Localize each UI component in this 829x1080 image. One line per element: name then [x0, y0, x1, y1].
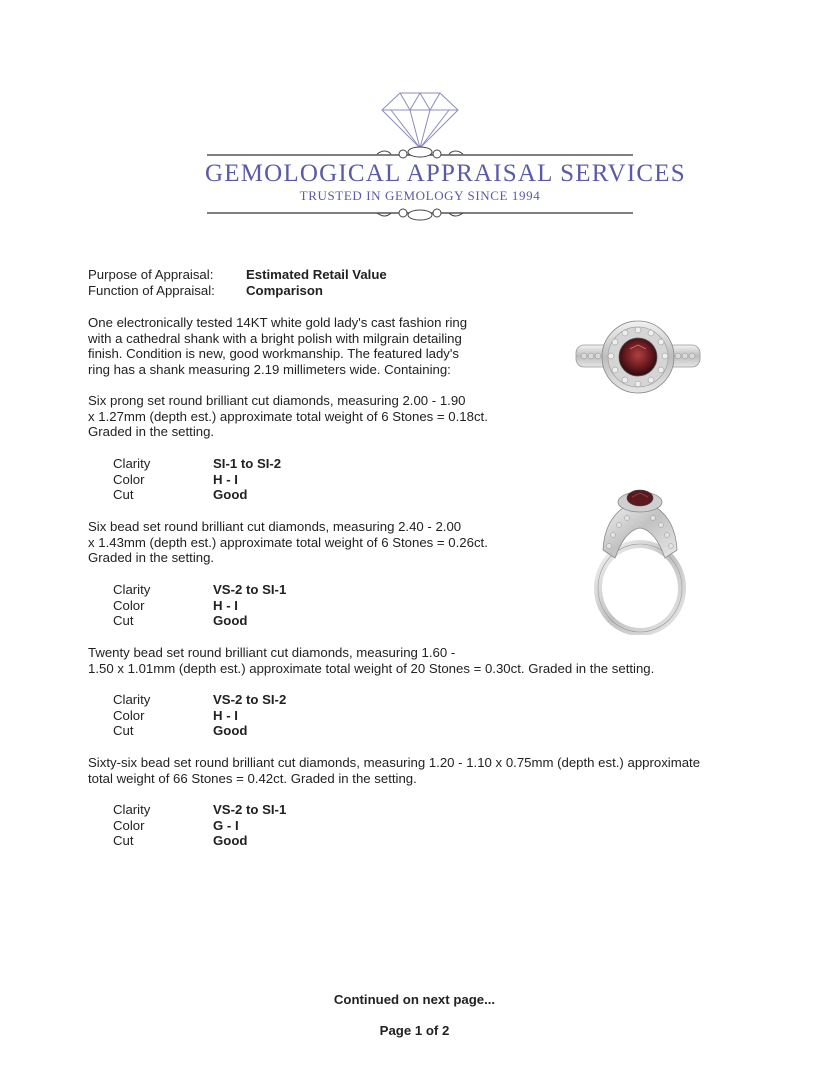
ring-side-view-photo [585, 480, 695, 635]
stone-line: Six prong set round brilliant cut diamonds, measuring 2.00 - 1.90 [88, 393, 466, 408]
stone-group-4-grading [113, 802, 286, 849]
function-label: Function of Appraisal: [88, 283, 215, 298]
purpose-label: Purpose of Appraisal: [88, 267, 214, 282]
color-label: Color [113, 471, 145, 487]
description-line: with a cathedral shank with a bright polish with milgrain detailing [88, 330, 462, 346]
cut-label: Cut [113, 487, 134, 503]
appraisal-purpose-block [88, 267, 387, 299]
color-value: G - I [213, 817, 239, 833]
stone-line: Sixty-six bead set round brilliant cut diamonds, measuring 1.20 - 1.10 x 0.75mm (depth est.) approximate [88, 755, 701, 770]
stone-group-3-description [88, 645, 654, 676]
stone-group-3-grading [113, 692, 286, 739]
company-logo [205, 88, 686, 223]
color-label: Color [113, 597, 145, 613]
stone-line: Twenty bead set round brilliant cut diamonds, measuring 1.60 - [88, 645, 456, 660]
stone-group-1-grading [113, 456, 281, 503]
clarity-value: SI-1 to SI-2 [213, 456, 282, 471]
stone-line: x 1.27mm (depth est.) approximate total weight of 6 Stones = 0.18ct. [88, 408, 488, 424]
clarity-label: Clarity [113, 692, 151, 707]
color-value: H - I [213, 471, 238, 487]
continued-note: Continued on next page... [333, 992, 496, 1007]
brand-tagline: TRUSTED IN GEMOLOGY SINCE 1994 [299, 188, 541, 203]
cut-label: Cut [113, 613, 134, 629]
cut-value: Good [213, 833, 248, 849]
stone-group-2-description [88, 519, 488, 566]
clarity-value: VS-2 to SI-2 [213, 692, 287, 707]
page-number: Page 1 of 2 [379, 1023, 450, 1038]
clarity-label: Clarity [113, 802, 151, 817]
stone-line: x 1.43mm (depth est.) approximate total weight of 6 Stones = 0.26ct. [88, 534, 488, 550]
stone-group-1-description [88, 393, 488, 440]
cut-value: Good [213, 723, 248, 739]
brand-name: GEMOLOGICAL APPRAISAL SERVICES [205, 160, 686, 187]
color-label: Color [113, 707, 145, 723]
clarity-value: VS-2 to SI-1 [213, 802, 287, 817]
stone-line: Six bead set round brilliant cut diamonds, measuring 2.40 - 2.00 [88, 519, 462, 534]
cut-label: Cut [113, 833, 134, 849]
stone-line: Graded in the setting. [88, 550, 215, 566]
description-line: One electronically tested 14KT white gold lady's cast fashion ring [88, 315, 468, 330]
function-value: Comparison [246, 283, 323, 298]
description-line: ring has a shank measuring 2.19 millimeters wide. Containing: [88, 361, 451, 377]
stone-line: Graded in the setting. [88, 424, 215, 440]
ring-top-view-photo [568, 315, 708, 405]
ring-description [88, 315, 467, 377]
cut-label: Cut [113, 723, 134, 739]
clarity-value: VS-2 to SI-1 [213, 582, 287, 597]
cut-value: Good [213, 613, 248, 629]
stone-line: total weight of 66 Stones = 0.42ct. Graded in the setting. [88, 770, 417, 786]
stone-group-2-grading [113, 582, 286, 629]
cut-value: Good [213, 487, 248, 503]
stone-group-4-description [88, 755, 700, 786]
color-label: Color [113, 817, 145, 833]
color-value: H - I [213, 597, 238, 613]
color-value: H - I [213, 707, 238, 723]
clarity-label: Clarity [113, 582, 151, 597]
description-line: finish. Condition is new, good workmanship. The featured lady's [88, 346, 460, 362]
purpose-value: Estimated Retail Value [246, 267, 387, 282]
stone-line: 1.50 x 1.01mm (depth est.) approximate total weight of 20 Stones = 0.30ct. Graded in the setting. [88, 660, 655, 676]
clarity-label: Clarity [113, 456, 151, 471]
